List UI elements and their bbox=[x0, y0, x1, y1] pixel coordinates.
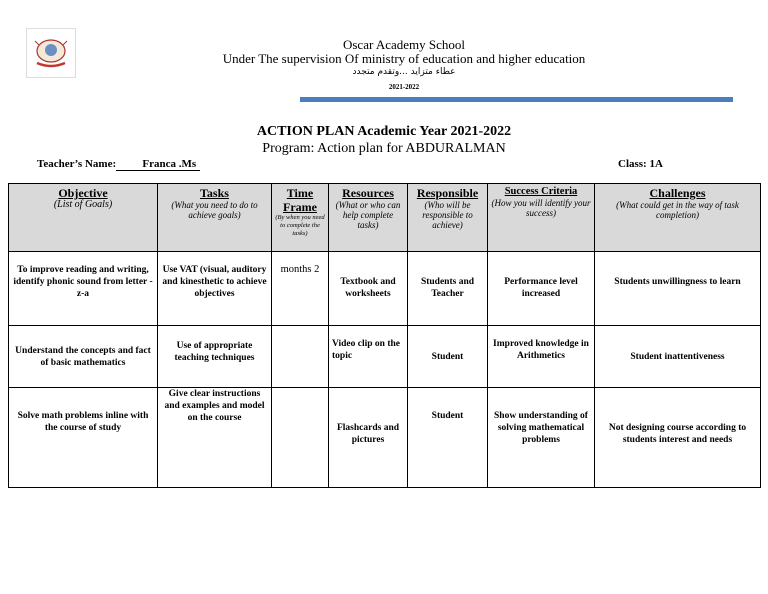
table-row bbox=[9, 326, 761, 388]
teacher-name-value: Franca .Ms bbox=[116, 158, 200, 171]
cell-objective: Understand the concepts and fact of basic mathematics bbox=[9, 326, 158, 388]
cell-success: Show understanding of solving mathematical problems bbox=[488, 388, 595, 488]
header-tasks: Tasks (What you need to do to achieve goals) bbox=[158, 184, 272, 252]
cell-time-frame bbox=[272, 388, 329, 488]
cell-objective: To improve reading and writing, identify phonic sound from letter -z-a bbox=[9, 252, 158, 326]
table-row bbox=[9, 388, 761, 488]
header-responsible: Responsible (Who will be responsible to achieve) bbox=[408, 184, 488, 252]
header-divider bbox=[300, 97, 733, 102]
action-plan-table bbox=[8, 183, 761, 488]
table-row bbox=[9, 252, 761, 326]
cell-resources: Textbook and worksheets bbox=[329, 252, 408, 326]
cell-challenges: Not designing course according to students interest and needs bbox=[595, 388, 761, 488]
cell-time-frame bbox=[272, 326, 329, 388]
cell-responsible: Students and Teacher bbox=[408, 252, 488, 326]
header-challenges: Challenges (What could get in the way of task completion) bbox=[595, 184, 761, 252]
arabic-motto: عطاء متزايد ...وتقدم متجدد bbox=[352, 67, 456, 77]
program-subtitle: Program: Action plan for ABDURALMAN bbox=[262, 141, 506, 156]
cell-challenges: Student inattentiveness bbox=[595, 326, 761, 388]
header-resources: Resources (What or who can help complete tasks) bbox=[329, 184, 408, 252]
page-title: ACTION PLAN Academic Year 2021-2022 bbox=[256, 124, 512, 139]
cell-responsible: Student bbox=[408, 326, 488, 388]
teacher-label: Teacher’s Name: bbox=[37, 158, 117, 170]
supervision-line: Under The supervision Of ministry of education and higher education bbox=[222, 51, 586, 66]
cell-resources: Video clip on the topic bbox=[329, 326, 408, 388]
class-field: Class: 1A bbox=[618, 158, 663, 170]
cell-tasks: Give clear instructions and examples and model on the course bbox=[158, 388, 272, 488]
teacher-field bbox=[37, 158, 200, 171]
header-year: 2021-2022 bbox=[388, 83, 420, 91]
cell-responsible: Student bbox=[408, 388, 488, 488]
cell-tasks: Use of appropriate teaching techniques bbox=[158, 326, 272, 388]
cell-tasks: Use VAT (visual, auditory and kinesthetic to achieve objectives bbox=[158, 252, 272, 326]
cell-resources: Flashcards and pictures bbox=[329, 388, 408, 488]
cell-success: Performance level increased bbox=[488, 252, 595, 326]
header-objective: Objective (List of Goals) bbox=[9, 184, 158, 252]
cell-challenges: Students unwillingness to learn bbox=[595, 252, 761, 326]
header-time-frame: Time Frame (By when you need to complete the tasks) bbox=[272, 184, 329, 252]
cell-time-frame: months 2 bbox=[272, 252, 329, 326]
cell-objective: Solve math problems inline with the course of study bbox=[9, 388, 158, 488]
table-header-row bbox=[9, 184, 761, 252]
header-success-criteria: Success Criteria (How you will identify your success) bbox=[488, 184, 595, 252]
cell-success: Improved knowledge in Arithmetics bbox=[488, 326, 595, 388]
school-name: Oscar Academy School bbox=[342, 37, 466, 52]
